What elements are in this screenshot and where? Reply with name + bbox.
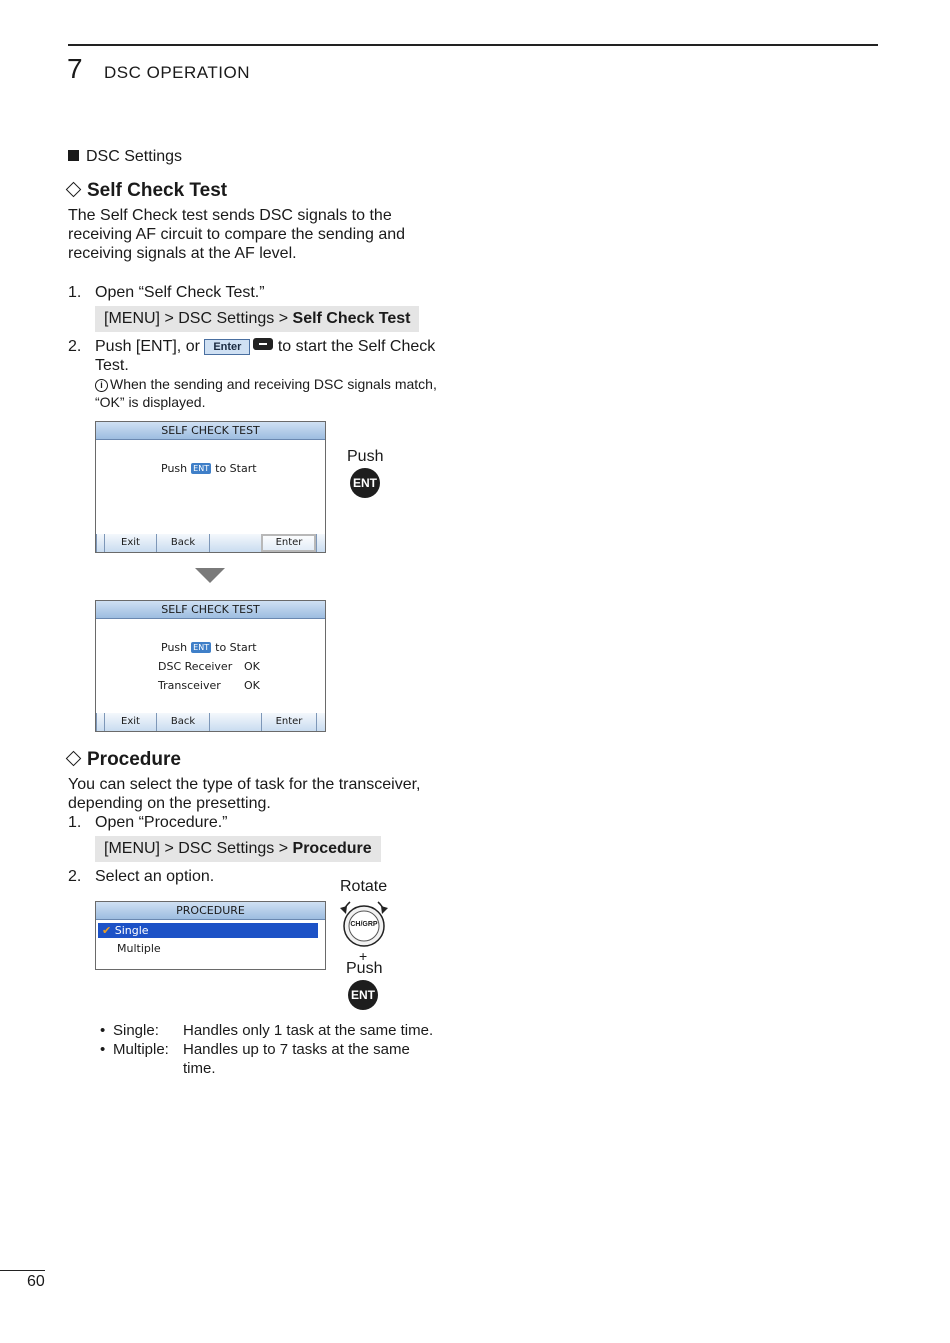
square-bullet-icon bbox=[68, 150, 79, 161]
minus-key-icon bbox=[253, 338, 273, 350]
push-label: Push bbox=[346, 960, 383, 977]
ent-button-icon: ENT bbox=[350, 468, 380, 498]
softkey-blank bbox=[209, 713, 261, 731]
dial-label: CH/GRP bbox=[350, 921, 378, 928]
page-number: 60 bbox=[27, 1273, 45, 1290]
procedure-intro: You can select the type of task for the transceiver, depending on the presetting. bbox=[68, 776, 421, 812]
procedure-step-2: 2. Select an option. bbox=[68, 868, 215, 885]
self-check-screen-result bbox=[95, 600, 326, 732]
softkey-exit[interactable]: Exit bbox=[104, 534, 156, 552]
softkey-back[interactable]: Back bbox=[156, 713, 209, 731]
self-check-menu-path: [MENU] > DSC Settings > Self Check Test bbox=[95, 306, 419, 332]
diamond-icon bbox=[66, 751, 82, 767]
option-multiple[interactable]: Multiple bbox=[117, 942, 161, 955]
procedure-step-1: 1. Open “Procedure.” bbox=[68, 814, 228, 831]
result-label-transceiver: Transceiver bbox=[158, 679, 221, 692]
softkey-enter[interactable]: Enter bbox=[261, 713, 316, 731]
ent-button-icon: ENT bbox=[348, 980, 378, 1010]
result-label-dsc-receiver: DSC Receiver bbox=[158, 660, 233, 673]
softkey-back[interactable]: Back bbox=[156, 534, 209, 552]
ent-badge-icon: ENT bbox=[191, 463, 211, 474]
screen-title: SELF CHECK TEST bbox=[96, 601, 325, 619]
self-check-note: i When the sending and receiving DSC signals match, “OK” is displayed. bbox=[95, 376, 437, 410]
arrow-down-icon bbox=[195, 568, 225, 583]
checkmark-icon: ✔ bbox=[102, 924, 112, 937]
rotate-label: Rotate bbox=[340, 878, 388, 895]
push-label: Push bbox=[347, 448, 384, 465]
info-icon: i bbox=[95, 379, 108, 392]
self-check-step-1: 1. Open “Self Check Test.” bbox=[68, 284, 265, 301]
screen-title: PROCEDURE bbox=[96, 902, 325, 920]
self-check-step-2: 2. Push [ENT], or Enter to start the Self Check Test. bbox=[68, 338, 436, 374]
procedure-menu-path: [MENU] > DSC Settings > Procedure bbox=[95, 836, 381, 862]
softkey-blank bbox=[209, 534, 261, 552]
push-to-start-line: Push ENT to Start bbox=[161, 462, 257, 475]
procedure-screen bbox=[95, 901, 326, 970]
header-rule bbox=[68, 44, 878, 46]
self-check-intro: The Self Check test sends DSC signals to the receiving AF circuit to compare the sending and receiving signals at the AF level. bbox=[68, 207, 406, 262]
ent-badge-icon: ENT bbox=[191, 642, 211, 653]
footer-rule bbox=[0, 1270, 45, 1271]
section-title-text: DSC Settings bbox=[86, 148, 183, 165]
result-value-transceiver: OK bbox=[244, 679, 260, 692]
section-title bbox=[68, 148, 182, 166]
procedure-heading: Procedure bbox=[64, 749, 181, 771]
softkey-bar bbox=[96, 534, 325, 552]
result-value-dsc-receiver: OK bbox=[244, 660, 260, 673]
softkey-enter[interactable]: Enter bbox=[261, 534, 316, 552]
chapter-number: 7 bbox=[67, 53, 83, 84]
chapter-title: DSC OPERATION bbox=[104, 63, 250, 82]
push-to-start-line: Push ENT to Start bbox=[161, 641, 257, 654]
screen-title: SELF CHECK TEST bbox=[96, 422, 325, 440]
softkey-exit[interactable]: Exit bbox=[104, 713, 156, 731]
plus-label: + bbox=[359, 948, 368, 964]
self-check-screen-start bbox=[95, 421, 326, 553]
softkey-bar bbox=[96, 713, 325, 731]
self-check-heading: Self Check Test bbox=[64, 180, 227, 202]
option-single[interactable]: ✔ Single bbox=[98, 923, 318, 938]
enter-key-icon: Enter bbox=[204, 339, 250, 355]
diamond-icon bbox=[66, 182, 82, 198]
